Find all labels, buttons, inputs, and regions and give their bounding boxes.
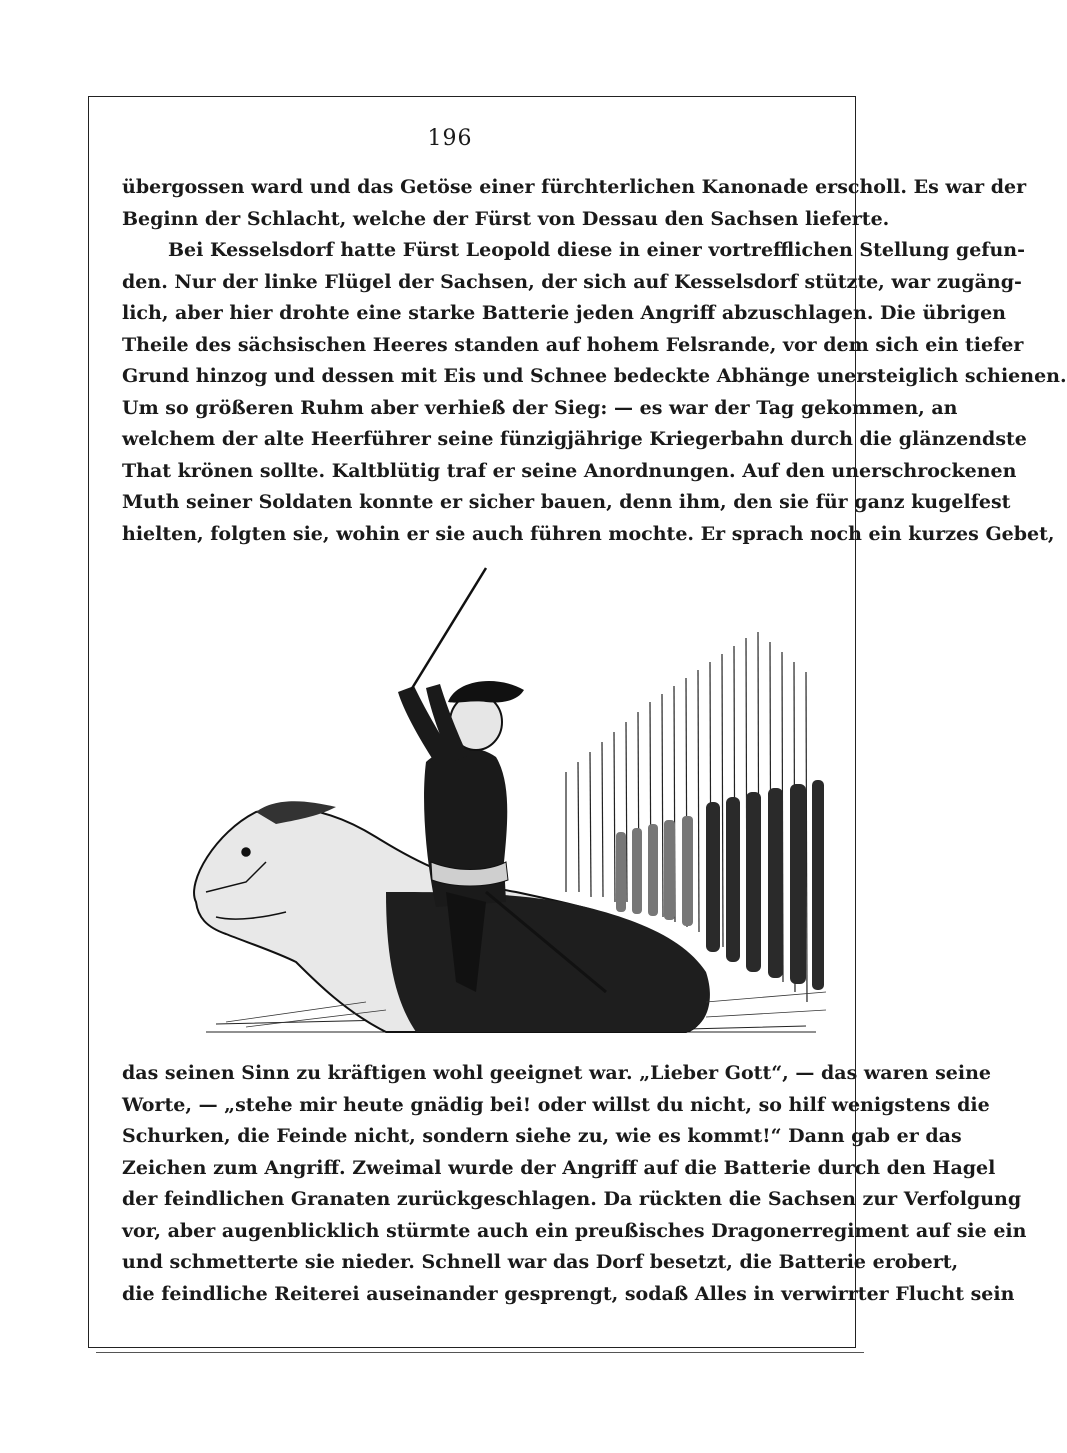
- text-line: That krönen sollte. Kaltblütig traf er seine Anordnungen. Auf den unerschrockenen: [122, 459, 1017, 482]
- text-line: Muth seiner Soldaten konnte er sicher bauen, denn ihm, den sie für ganz kugelfest: [122, 491, 1011, 513]
- text-line: übergossen ward und das Getöse einer fürchterlichen Kanonade erscholl. Es war der: [122, 176, 1027, 198]
- text-line: Um so größeren Ruhm aber verhieß der Sieg: — es war der Tag gekommen, an: [122, 396, 958, 419]
- text-block-top: [122, 172, 1067, 550]
- text-line: lich, aber hier drohte eine starke Batterie jeden Angriff abzuschlagen. Die übrigen: [122, 302, 1006, 324]
- text-line: welchem der alte Heerführer seine fünzigjährige Kriegerbahn durch die glänzendste: [122, 428, 1027, 450]
- text-line: Schurken, die Feinde nicht, sondern siehe zu, wie es kommt!“ Dann gab er das: [122, 1125, 962, 1147]
- text-line: und schmetterte sie nieder. Schnell war das Dorf besetzt, die Batterie erobert,: [122, 1251, 959, 1273]
- mounted-officer-icon: [186, 562, 828, 1040]
- text-line: der feindlichen Granaten zurückgeschlagen. Da rückten die Sachsen zur Verfolgung: [122, 1188, 1022, 1210]
- text-line: die feindliche Reiterei auseinander gesprengt, sodaß Alles in verwirrter Flucht sein: [122, 1282, 1015, 1305]
- text-line: den. Nur der linke Flügel der Sachsen, der sich auf Kesselsdorf stützte, war zugäng-: [122, 270, 1022, 293]
- page-frame-shadow: [96, 1352, 864, 1353]
- text-line: vor, aber augenblicklich stürmte auch ein preußisches Dragonerregiment auf sie ein: [122, 1219, 1027, 1242]
- page-number: 196: [427, 126, 473, 151]
- text-line: Grund hinzog und dessen mit Eis und Schnee bedeckte Abhänge unersteiglich schienen.: [122, 365, 1067, 387]
- text-line: Zeichen zum Angriff. Zweimal wurde der Angriff auf die Batterie durch den Hagel: [122, 1156, 996, 1179]
- text-line: Beginn der Schlacht, welche der Fürst von Dessau den Sachsen lieferte.: [122, 207, 890, 230]
- text-line: Bei Kesselsdorf hatte Fürst Leopold diese in einer vortrefflichen Stellung gefun-: [168, 239, 1025, 261]
- illustration-mounted-officer: [186, 562, 828, 1040]
- text-line: Worte, — „stehe mir heute gnädig bei! oder willst du nicht, so hilf wenigstens die: [122, 1093, 990, 1116]
- text-block-bottom: [122, 1058, 1027, 1310]
- text-line: Theile des sächsischen Heeres standen auf hohem Felsrande, vor dem sich ein tiefer: [122, 333, 1024, 356]
- text-line: hielten, folgten sie, wohin er sie auch führen mochte. Er sprach noch ein kurzes Gebet,: [122, 522, 1055, 545]
- text-line: das seinen Sinn zu kräftigen wohl geeignet war. „Lieber Gott“, — das waren seine: [122, 1062, 992, 1084]
